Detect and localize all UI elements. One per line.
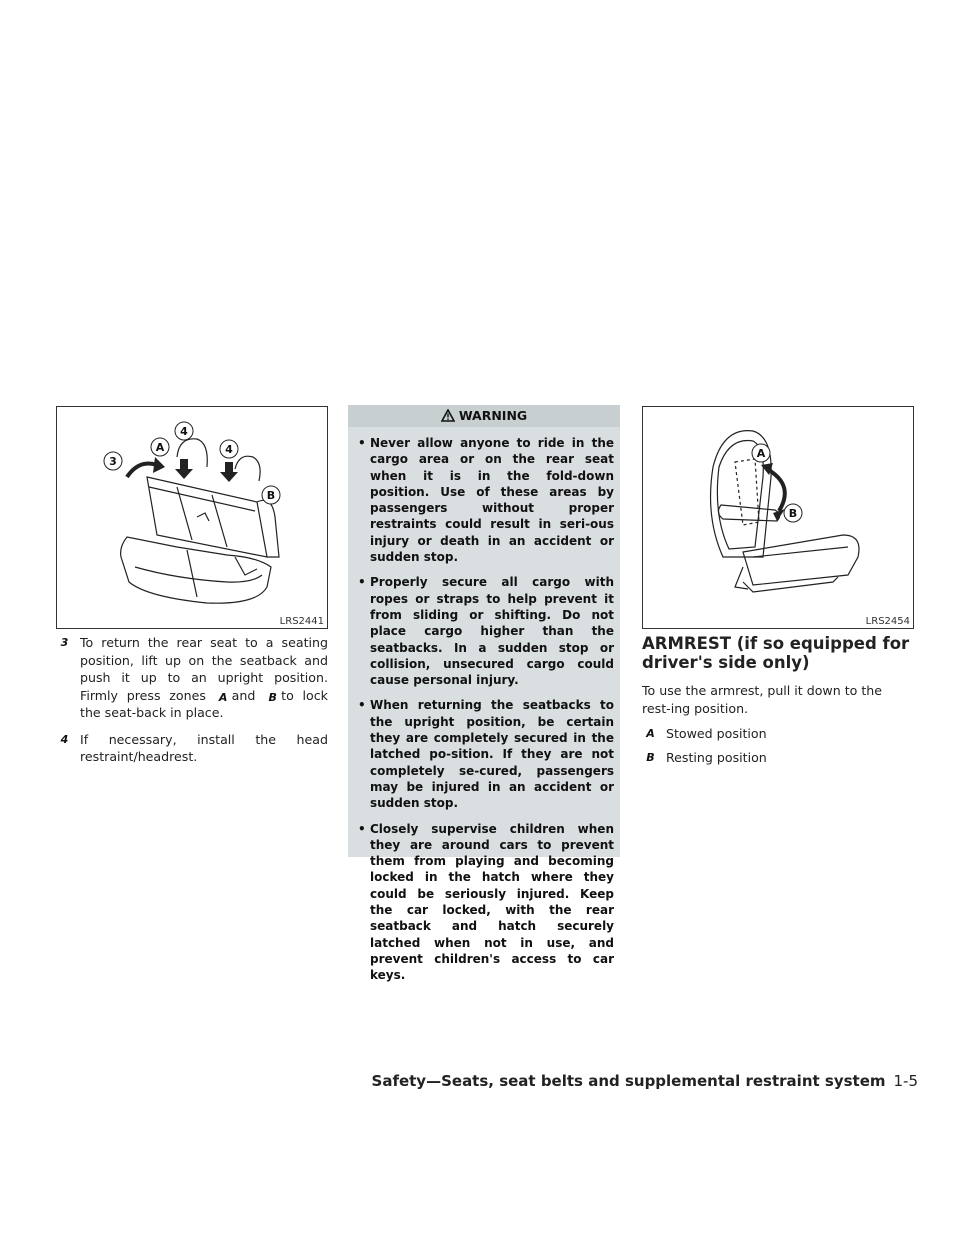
position-badge-b: B: [646, 750, 655, 764]
armrest-figure: [642, 406, 914, 629]
warning-title: WARNING: [458, 408, 528, 423]
armrest-heading: ARMREST (if so equipped for driver's side only): [642, 634, 910, 672]
warning-item: • Closely supervise children when they are around cars to prevent them from playing and becoming locked in the hatch where they could be seriously injured. Keep the car locked, with the rear seatback and hatch securely latched when not in use, and prevent children's access to car keys.: [356, 821, 614, 984]
step-3: [56, 634, 328, 722]
warning-item: • Never allow anyone to ride in the cargo area or on the rear seat when it is in the fold-down position. Use of these areas by passengers without proper restraints could result in seri-ous injury or death in an accident or sudden stop.: [356, 435, 614, 565]
label-3: 3: [109, 455, 117, 468]
figure-code: LRS2454: [865, 616, 910, 627]
warning-item: • When returning the seatbacks to the upright position, be certain they are completely secured in the latched po-sition. If they are not completely se-cured, passengers may be injured in an accident or sudden stop.: [356, 697, 614, 811]
step-3-text-and: and: [231, 687, 256, 703]
step-number-4: 4: [60, 732, 69, 746]
step-3-text-part2: to lock the seat-back in place.: [80, 687, 328, 720]
position-item-b: [642, 749, 914, 767]
steps-column: [56, 634, 328, 775]
warning-list: [348, 427, 620, 984]
warning-box: [348, 405, 620, 983]
step-4-text: If necessary, install the head restraint/headrest.: [80, 731, 328, 764]
step-3-text: [80, 634, 328, 722]
label-4-right: 4: [225, 443, 233, 456]
armrest-column: [642, 634, 914, 772]
rear-seat-figure: [56, 406, 328, 629]
label-b: B: [788, 507, 798, 520]
label-a: A: [756, 447, 766, 460]
position-item-a: [642, 725, 914, 743]
rear-seat-illustration: [57, 407, 329, 630]
figure-code: LRS2441: [279, 616, 324, 627]
label-4-left: 4: [180, 425, 188, 438]
step-4: [56, 731, 328, 766]
position-label-a: Stowed position: [666, 726, 767, 741]
label-a: A: [155, 441, 165, 454]
footer-section-title: Safety—Seats, seat belts and supplemental restraint system: [371, 1072, 886, 1090]
step-3-text-part1: To return the rear seat to a seating position, lift up on the seatback and push it up to an upright position. Firmly press zones: [80, 635, 328, 703]
warning-header: [348, 405, 620, 427]
armrest-illustration: [643, 407, 915, 630]
page-number: 1-5: [893, 1072, 918, 1090]
step-number-3: 3: [60, 636, 69, 649]
warning-item: • Properly secure all cargo with ropes or straps to help prevent it from sliding or shifting. Do not place cargo higher than the seatbacks. In a sudden stop or collision, unsecured cargo could cause personal injury.: [356, 574, 614, 688]
zone-a-badge: A: [218, 690, 228, 704]
zone-b-badge: B: [268, 690, 277, 704]
label-b: B: [266, 489, 276, 502]
page-footer: [372, 1072, 918, 1090]
warning-triangle-icon: [441, 409, 455, 422]
position-label-b: Resting position: [666, 749, 767, 765]
position-badge-a: A: [646, 727, 655, 740]
armrest-intro: To use the armrest, pull it down to the rest-ing position.: [642, 683, 883, 716]
